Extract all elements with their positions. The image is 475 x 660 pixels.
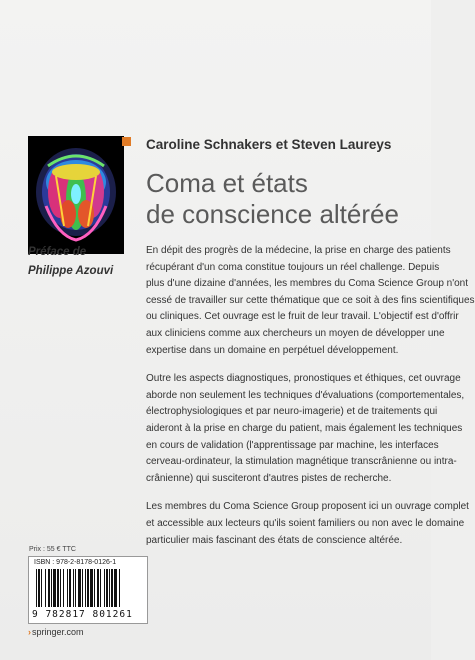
barcode-bar (87, 569, 89, 607)
barcode-bar (36, 569, 37, 607)
blurb-line: En dépit des progrès de la médecine, la prise en charge des patients (146, 245, 451, 256)
barcode-bar (106, 569, 108, 607)
barcode-bar (85, 569, 86, 607)
brain-tractography-image (28, 136, 124, 254)
barcode-bar (104, 569, 105, 607)
price-label: Prix : 55 € TTC (29, 546, 76, 553)
barcode-bar (45, 569, 46, 607)
blurb-line: en cours de validation (l'apprentissage par machine, les interfaces (146, 439, 439, 451)
preface-author: Philippe Azouvi (28, 265, 114, 277)
barcode (36, 569, 140, 607)
blurb-paragraph-1 (146, 243, 475, 359)
barcode-panel (28, 556, 148, 624)
blurb-line: aux cliniciens comme aux chercheurs un moyen de développer une (146, 327, 445, 339)
barcode-bar (111, 569, 113, 607)
barcode-bar (97, 569, 99, 607)
blurb-line: récupérant d'un coma constitue toujours un réel challenge. Depuis (146, 261, 440, 273)
blurb-line: Les membres du Coma Science Group proposent ici un ouvrage complet (146, 501, 469, 513)
barcode-bar (63, 569, 64, 607)
blurb-line: crânienne) qui susciteront d'autres pistes de recherche. (146, 472, 392, 484)
book-title (146, 168, 416, 230)
barcode-bar (90, 569, 93, 607)
blurb-line: Outre les aspects diagnostiques, pronostiques et éthiques, cet ouvrage (146, 373, 461, 385)
chevron-right-icon: › (28, 627, 31, 637)
barcode-bar (60, 569, 61, 607)
publisher-link[interactable] (28, 627, 84, 637)
blurb-line: particulier mais fascinant des états de conscience altérée. (146, 534, 403, 546)
title-line-2: de conscience altérée (146, 199, 399, 229)
blurb-line: électrophysiologiques et par neuro-imagerie) et de traitements qui (146, 406, 438, 418)
blurb-line: plus d'une dizaine d'années, les membres du Coma Science Group n'ont (146, 278, 469, 290)
blurb-paragraph-3 (146, 499, 469, 549)
blurb-line: cerveau-ordinateur, la stimulation magnétique transcrânienne ou intra- (146, 456, 457, 468)
publisher-url: springer.com (32, 627, 84, 637)
barcode-bar (53, 569, 56, 607)
blurb-line: aideront à la prise en charge du patient, mais également les techniques (146, 422, 463, 434)
barcode-bar (82, 569, 83, 607)
barcode-bar (67, 569, 68, 607)
preface-credit (28, 243, 113, 281)
accent-square (122, 137, 131, 146)
blurb-line: expertise dans un domaine en perpétuel développement. (146, 344, 399, 356)
barcode-bar (57, 569, 59, 607)
barcode-number: 9 782817 801261 (32, 609, 133, 620)
barcode-bar (48, 569, 50, 607)
blurb-paragraph-2 (146, 371, 465, 487)
barcode-bar (114, 569, 117, 607)
barcode-bar (38, 569, 40, 607)
barcode-bar (78, 569, 81, 607)
barcode-bar (100, 569, 101, 607)
barcode-bar (51, 569, 52, 607)
blurb (146, 243, 475, 561)
blurb-line: cessé de travailler sur cette thématique que ce soit à des fins scientifiques (146, 294, 475, 306)
blurb-line: ou cliniques. Cet ouvrage est le fruit de leur travail. L'objectif est d'offrir (146, 311, 459, 323)
barcode-bar (119, 569, 120, 607)
barcode-bar (94, 569, 95, 607)
barcode-bar (41, 569, 42, 607)
blurb-line: et accessible aux lecteurs qu'ils soient familiers ou non avec le domaine (146, 517, 465, 529)
isbn: ISBN : 978-2-8178-0126-1 (34, 559, 117, 566)
barcode-bar (75, 569, 76, 607)
barcode-bar (73, 569, 74, 607)
title-line-1: Coma et états (146, 168, 308, 198)
blurb-line: aborde non seulement les techniques d'évaluations (comportementales, (146, 389, 465, 401)
barcode-bar (69, 569, 71, 607)
authors: Caroline Schnakers et Steven Laureys (146, 137, 392, 152)
preface-label: Préface de (28, 246, 87, 258)
barcode-bar (109, 569, 110, 607)
